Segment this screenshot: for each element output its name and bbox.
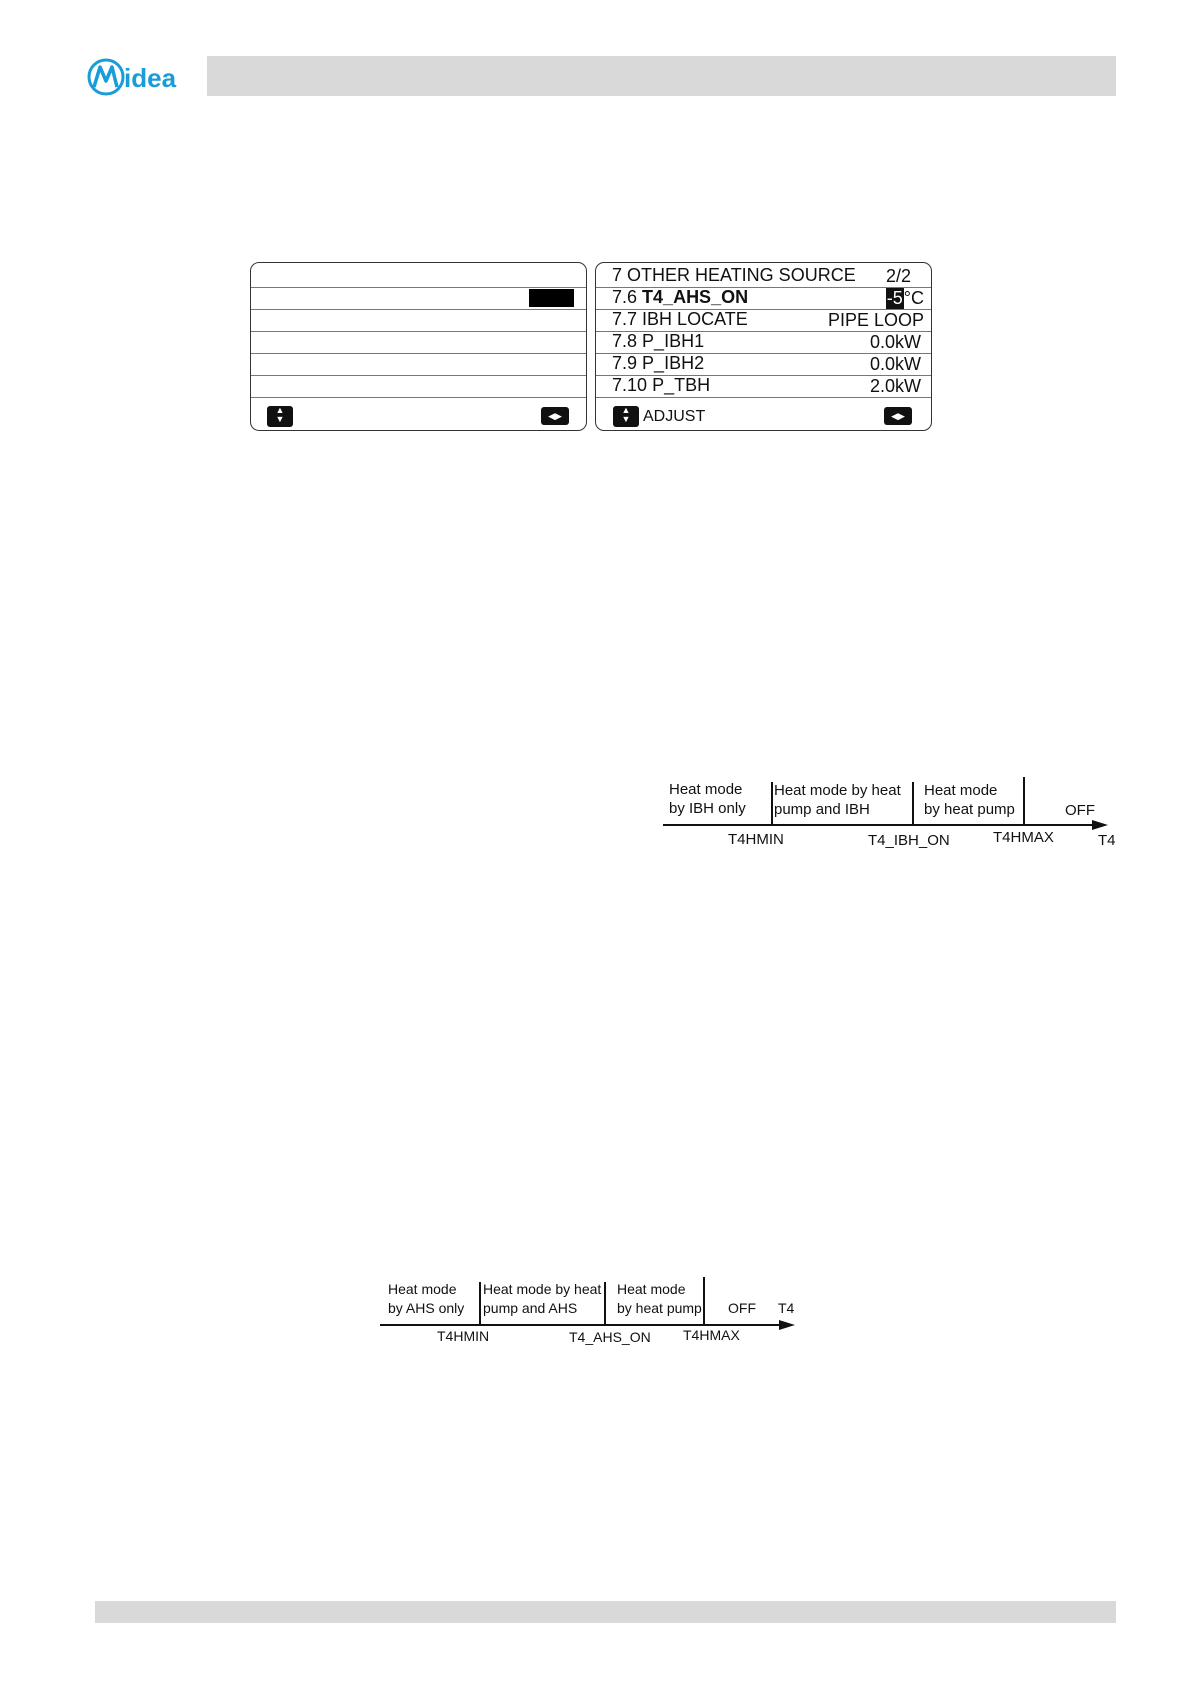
setting-number: 7.9 [612,353,638,373]
setting-value: PIPE LOOP [827,310,924,330]
screen-page: 2/2 [885,266,911,286]
zone-label: Heat mode by heat pump [924,782,1015,818]
marker-label: T4HMAX [683,1327,740,1343]
marker-label: T4HMIN [728,831,784,848]
axis-label: T4 [1098,832,1116,849]
lcd-cursor [529,289,574,307]
lcd-footer [596,403,931,430]
setting-name: IBH LOCATE [642,309,748,329]
zone-label-off: OFF [1065,802,1095,819]
setting-row-p-ibh2[interactable] [596,353,931,376]
axis-arrow-icon [779,1320,795,1330]
zone-divider [604,1282,606,1324]
setting-number: 7.8 [612,331,638,351]
footer-bar [95,1601,1116,1623]
marker-label: T4_IBH_ON [868,832,950,849]
lcd-footer [251,403,586,430]
lcd-title-row [251,263,586,288]
marker-label: T4HMIN [437,1328,490,1344]
setting-value: 2.0kW [869,376,921,396]
left-right-button-icon[interactable]: ◀▶ [884,407,912,425]
setting-name: P_IBH1 [642,331,705,351]
zone-divider [1023,777,1025,824]
svg-text:idea: idea [124,63,177,93]
timeline-ahs-diagram [380,1280,800,1350]
zone-label: Heat mode by heat pump [617,1281,702,1316]
zone-label: Heat mode by heat pump and IBH [774,782,901,818]
lcd-screen-left [250,262,587,431]
zone-divider [703,1277,705,1324]
setting-number: 7.6 [612,287,638,307]
lcd-row [251,331,586,354]
setting-number: 7.7 [612,309,638,329]
value-cursor[interactable]: -5 [886,288,903,308]
setting-name: P_IBH2 [642,353,705,373]
zone-label: Heat mode by heat pump and AHS [483,1281,602,1316]
zone-label-off: OFF [728,1300,756,1316]
zone-label: Heat mode by IBH only [669,781,746,817]
footer-adjust-label: ADJUST [643,408,706,425]
header-bar [207,56,1116,96]
lcd-row [251,309,586,332]
lcd-screen-right [595,262,932,431]
screen-title: 7 OTHER HEATING SOURCE [612,265,856,285]
marker-label: T4HMAX [993,829,1054,846]
midea-logo [86,53,194,99]
zone-divider [771,782,773,824]
setting-row-p-ibh1[interactable] [596,331,931,354]
zone-divider [479,1282,481,1324]
axis-label: T4 [778,1300,795,1316]
setting-number: 7.10 [612,375,648,395]
value-unit: °C [903,288,924,308]
axis-arrow-icon [1092,820,1108,830]
zone-divider [912,782,914,824]
timeline-ibh-diagram [660,780,1120,850]
up-down-button-icon[interactable]: ▲ ▼ [613,406,639,427]
setting-value: 0.0kW [869,354,921,374]
setting-row-p-tbh[interactable] [596,375,931,398]
up-down-button-icon[interactable]: ▲ ▼ [267,406,293,427]
setting-value: 0.0kW [869,332,921,352]
lcd-row [251,353,586,376]
setting-row-t4-ahs-on[interactable] [596,287,931,310]
setting-name: T4_AHS_ON [642,287,749,307]
setting-name: P_TBH [652,375,711,395]
temperature-axis [663,824,1093,826]
lcd-row [251,287,586,310]
setting-row-ibh-locate[interactable] [596,309,931,332]
left-right-button-icon[interactable]: ◀▶ [541,407,569,425]
marker-label: T4_AHS_ON [569,1329,651,1345]
lcd-title-row [596,263,931,288]
zone-label: Heat mode by AHS only [388,1281,465,1316]
lcd-row [251,375,586,398]
